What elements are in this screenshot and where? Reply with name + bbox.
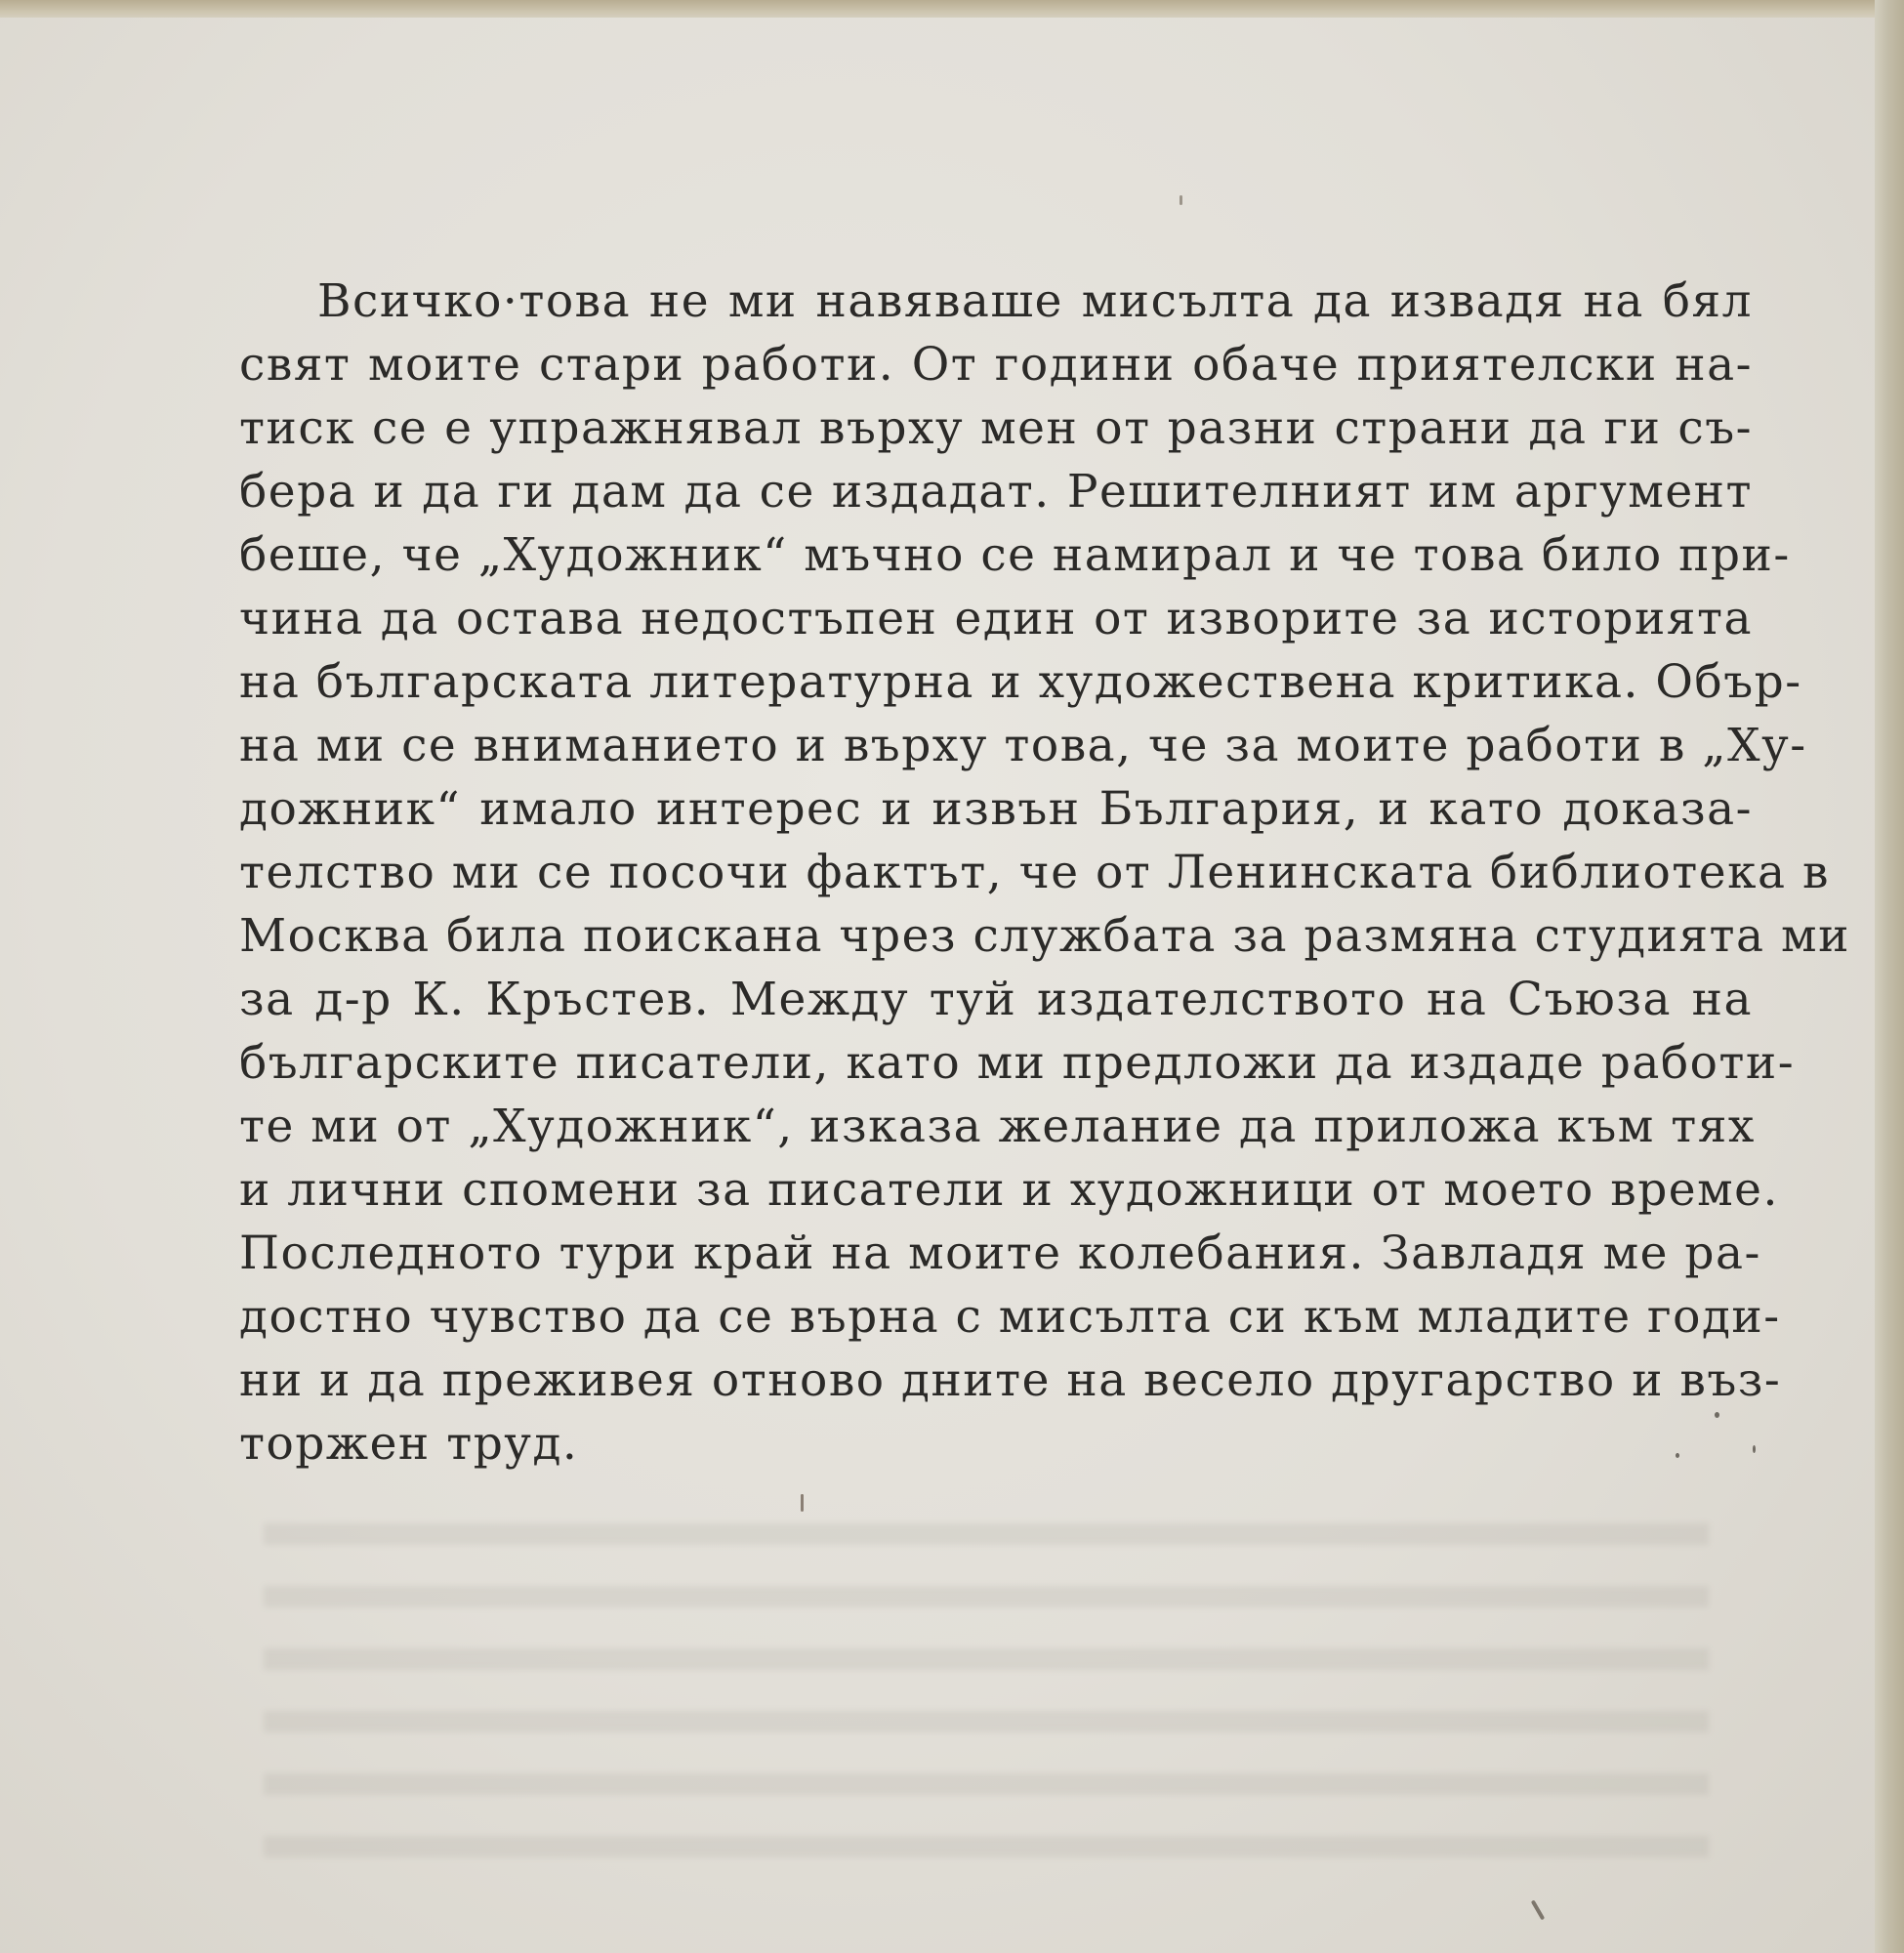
text-line: на ми се вниманието и върху това, че за моите работи в „Ху- (239, 719, 1807, 772)
text-line: бера и да ги дам да се издадат. Решителният им аргумент (239, 465, 1753, 519)
text-line: достно чувство да се върна с мисълта си към младите годи- (239, 1290, 1781, 1344)
text-line: и лични спомени за писатели и художници от моето време. (239, 1163, 1779, 1217)
text-line: телство ми се посочи фактът, че от Ленинската библиотека в (239, 846, 1830, 899)
body-paragraph (239, 270, 1850, 1475)
page-right-edge (1875, 0, 1904, 1953)
text-line: торжен труд. (239, 1417, 579, 1471)
paper-speck (1180, 195, 1182, 205)
text-line: тиск се е упражнявал върху мен от разни страни да ги съ- (239, 401, 1753, 455)
paper-speck (1715, 1412, 1719, 1418)
text-line: чина да остава недостъпен един от изворите за историята (239, 592, 1753, 645)
show-through-text (264, 1523, 1709, 1894)
text-line: те ми от „Художник“, изказа желание да приложа към тях (239, 1100, 1756, 1153)
text-line: Всичко·това не ми навяваше мисълта да извадя на бял (317, 274, 1753, 328)
text-line: българските писатели, като ми предложи да издаде работи- (239, 1036, 1796, 1090)
paper-speck (1753, 1445, 1756, 1453)
paper-speck (1676, 1453, 1679, 1458)
text-line: дожник“ имало интерес и извън България, и като доказа- (239, 782, 1753, 836)
text-line: ни и да преживея отново дните на весело другарство и въз- (239, 1353, 1782, 1407)
text-line: Последното тури край на моите колебания. Завладя ме ра- (239, 1226, 1761, 1280)
text-line: за д-р К. Кръстев. Между туй издателството на Съюза на (239, 973, 1753, 1026)
text-line: Москва била поискана чрез службата за размяна студията ми (239, 909, 1850, 963)
paper-speck (801, 1494, 804, 1512)
text-line: свят моите стари работи. От години обаче приятелски на- (239, 338, 1753, 392)
text-line: на българската литературна и художествена критика. Обър- (239, 655, 1802, 709)
text-line: беше, че „Художник“ мъчно се намирал и че това било при- (239, 528, 1791, 582)
